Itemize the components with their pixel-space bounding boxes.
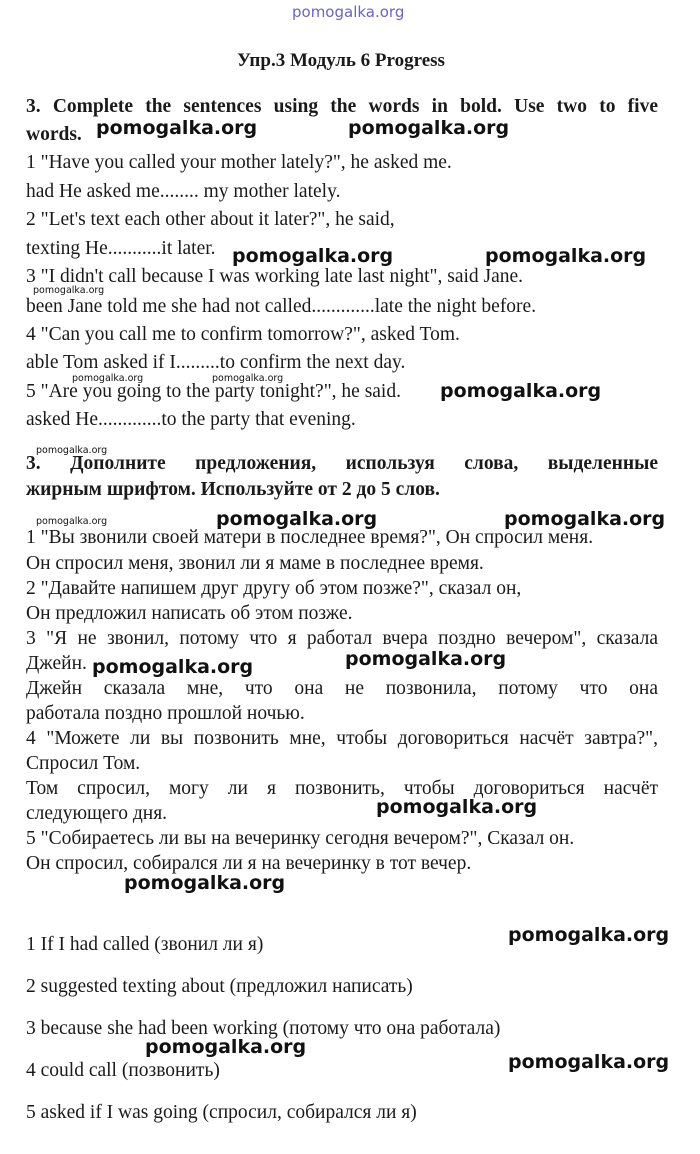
- sentence-line: Он спросил меня, звонил ли я маме в последнее время.: [26, 553, 484, 574]
- watermark: pomogalka.org: [345, 648, 507, 670]
- watermark: pomogalka.org: [72, 373, 144, 384]
- sentence-line: 1 "Have you called your mother lately?", he asked me.: [26, 152, 452, 173]
- answer-line: 3 because she had been working (потому что она работала): [26, 1018, 501, 1039]
- sentence-line: had He asked me........ my mother lately.: [26, 181, 341, 202]
- task-heading: жирным шрифтом. Используйте от 2 до 5 слов.: [26, 479, 440, 500]
- watermark: pomogalka.org: [232, 245, 394, 267]
- watermark: pomogalka.org: [376, 796, 538, 818]
- watermark: pomogalka.org: [92, 656, 254, 678]
- watermark: pomogalka.org: [508, 1051, 670, 1073]
- watermark: pomogalka.org: [216, 508, 378, 530]
- answer-line: 5 asked if I was going (спросил, собирался ли я): [26, 1102, 417, 1123]
- task-heading: words.: [26, 124, 82, 145]
- sentence-line: 1 "Вы звонили своей матери в последнее время?", Он спросил меня.: [26, 527, 594, 548]
- sentence-line: Он предложил написать об этом позже.: [26, 603, 353, 624]
- sentence-line: Том спросил, могу ли я позвонить, чтобы договориться насчёт: [26, 778, 658, 799]
- watermark: pomogalka.org: [145, 1036, 307, 1058]
- sentence-line: 5 "Собираетесь ли вы на вечеринку сегодня вечером?", Сказал он.: [26, 828, 575, 849]
- watermark: pomogalka.org: [33, 285, 105, 296]
- task-heading: 3. Дополните предложения, используя слова, выделенные: [26, 453, 658, 474]
- watermark: pomogalka.org: [124, 872, 286, 894]
- watermark: pomogalka.org: [485, 245, 647, 267]
- sentence-line: 2 "Давайте напишем друг другу об этом позже?", сказал он,: [26, 578, 522, 599]
- site-header-link[interactable]: pomogalka.org: [292, 3, 405, 21]
- watermark: pomogalka.org: [36, 516, 108, 527]
- sentence-line: texting He...........it later.: [26, 238, 216, 259]
- sentence-line: Спросил Том.: [26, 753, 141, 774]
- task-heading: 3. Complete the sentences using the words in bold. Use two to five: [26, 96, 658, 117]
- answer-line: 1 If I had called (звонил ли я): [26, 934, 264, 955]
- page-title: Упр.3 Модуль 6 Progress: [237, 50, 445, 71]
- sentence-line: 4 "Можете ли вы позвонить мне, чтобы договориться насчёт завтра?",: [26, 728, 658, 749]
- sentence-line: asked He.............to the party that evening.: [26, 409, 356, 430]
- sentence-line: 5 "Are you going to the party tonight?", he said.: [26, 381, 401, 402]
- watermark: pomogalka.org: [440, 380, 602, 402]
- sentence-line: Джейн.: [26, 653, 87, 674]
- sentence-line: следующего дня.: [26, 803, 168, 824]
- sentence-line: Джейн сказала мне, что она не позвонила, потому что она: [26, 678, 658, 699]
- sentence-line: 3 "I didn't call because I was working late last night", said Jane.: [26, 266, 524, 287]
- watermark: pomogalka.org: [36, 445, 108, 456]
- sentence-line: been Jane told me she had not called.............late the night before.: [26, 296, 537, 317]
- watermark: pomogalka.org: [504, 508, 666, 530]
- sentence-line: 2 "Let's text each other about it later?", he said,: [26, 209, 395, 230]
- sentence-line: able Tom asked if I.........to confirm the next day.: [26, 352, 406, 373]
- watermark: pomogalka.org: [508, 924, 670, 946]
- watermark: pomogalka.org: [96, 117, 258, 139]
- answer-line: 4 could call (позвонить): [26, 1060, 220, 1081]
- watermark: pomogalka.org: [348, 117, 510, 139]
- answer-line: 2 suggested texting about (предложил написать): [26, 976, 413, 997]
- sentence-line: 3 "Я не звонил, потому что я работал вчера поздно вечером", сказала: [26, 628, 658, 649]
- sentence-line: 4 "Can you call me to confirm tomorrow?", asked Tom.: [26, 324, 460, 345]
- watermark: pomogalka.org: [212, 373, 284, 384]
- sentence-line: Он спросил, собирался ли я на вечеринку в тот вечер.: [26, 853, 472, 874]
- sentence-line: работала поздно прошлой ночью.: [26, 703, 305, 724]
